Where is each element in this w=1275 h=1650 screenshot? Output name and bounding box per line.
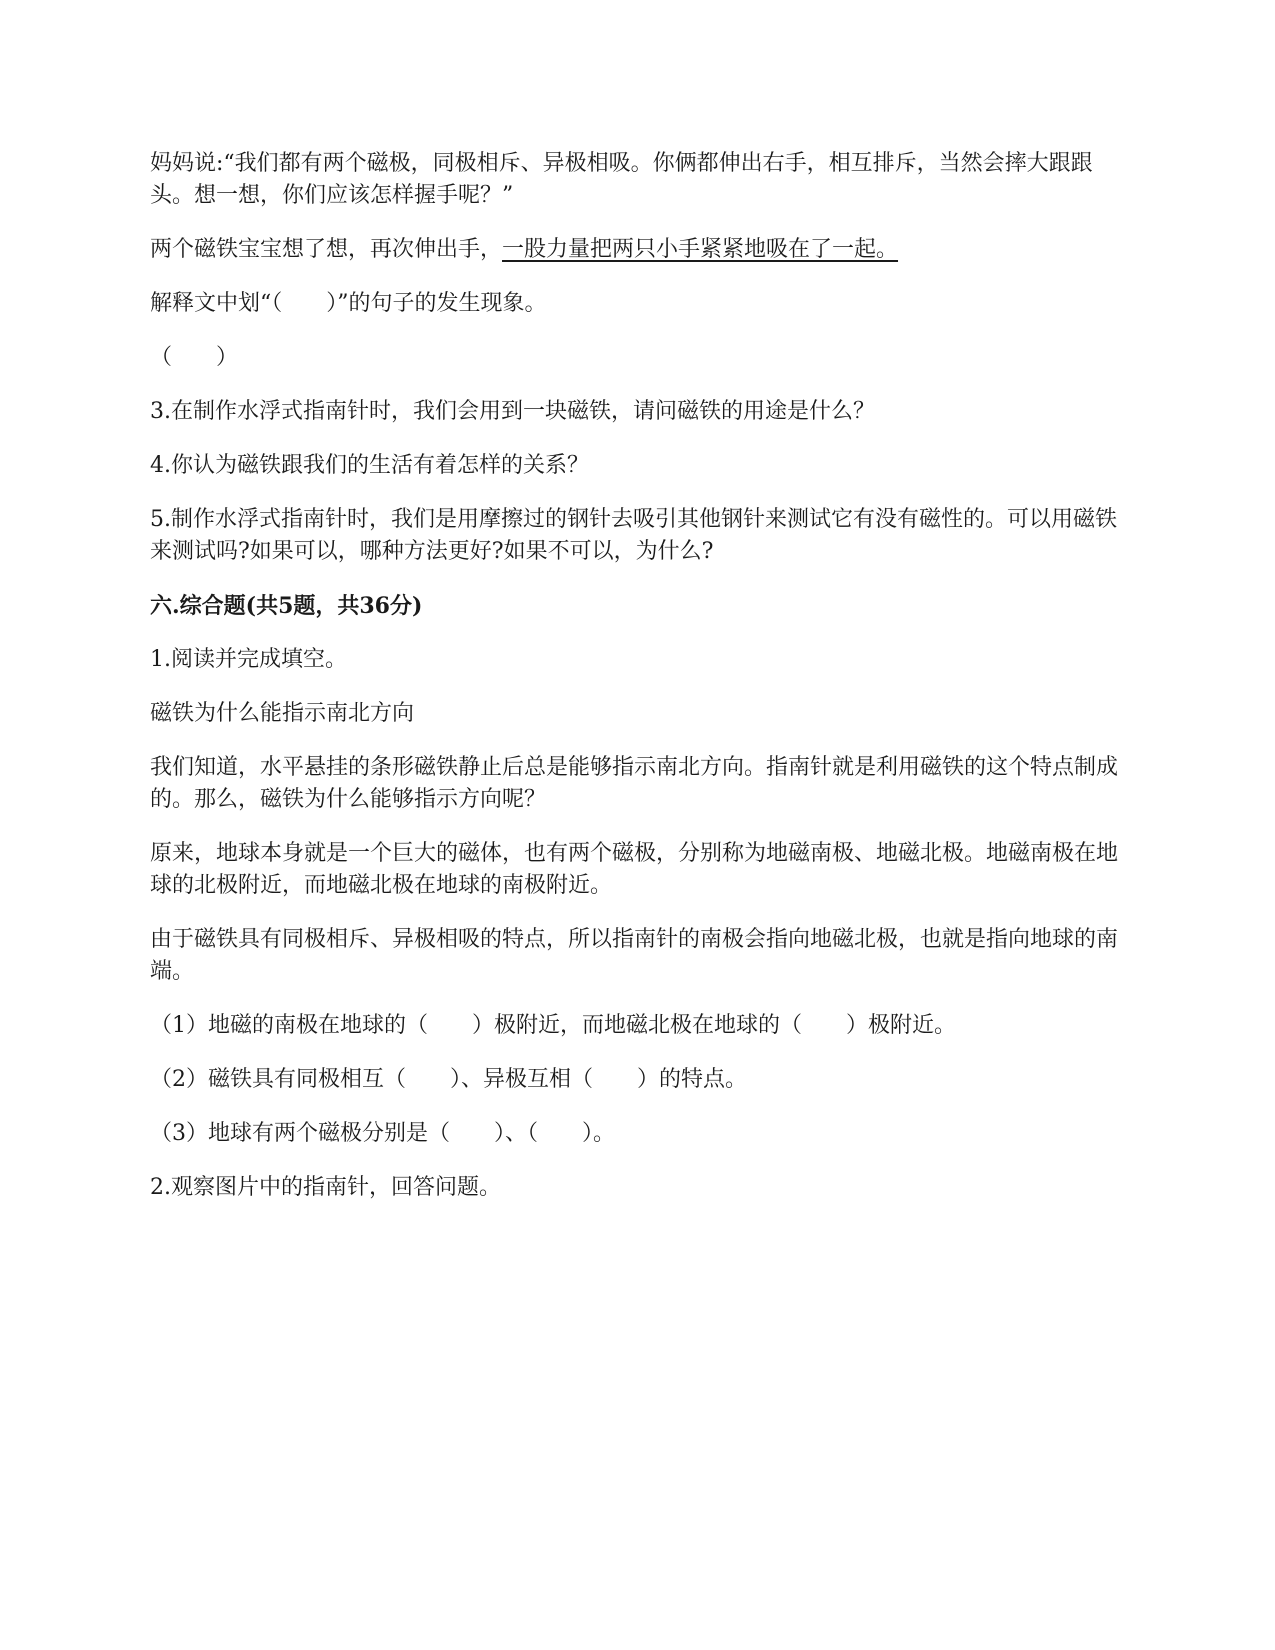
reading-title: 磁铁为什么能指示南北方向 — [150, 701, 415, 726]
question-3: 3.在制作水浮式指南针时，我们会用到一块磁铁，请问磁铁的用途是什么？ — [150, 399, 875, 424]
story-paragraph-1: 妈妈说:“我们都有两个磁极，同极相斥、异极相吸。你俩都伸出右手，相互排斥，当然会摔大跟跟头。想一想，你们应该怎样握手呢？” — [150, 151, 1093, 208]
question-5: 5.制作水浮式指南针时，我们是用摩擦过的钢针去吸引其他钢针来测试它有没有磁性的。可以用磁铁来测试吗?如果可以，哪种方法更好?如果不可以，为什么? — [150, 507, 1117, 564]
story-paragraph-2-prefix: 两个磁铁宝宝想了想，再次伸出手， — [150, 237, 503, 262]
section-heading: 六.综合题(共5题，共36分) — [150, 593, 423, 619]
fill-blank-2: （2）磁铁具有同极相互（ ）、异极互相（ ）的特点。 — [150, 1067, 747, 1092]
reading-paragraph-3: 由于磁铁具有同极相斥、异极相吸的特点，所以指南针的南极会指向地磁北极，也就是指向地球的南端。 — [150, 927, 1119, 984]
document-page — [150, 148, 1125, 1226]
fill-blank-3: （3）地球有两个磁极分别是（ ）、（ ）。 — [150, 1121, 615, 1146]
reading-paragraph-1: 我们知道，水平悬挂的条形磁铁静止后总是能够指示南北方向。指南针就是利用磁铁的这个特点制成的。那么，磁铁为什么能够指示方向呢？ — [150, 755, 1119, 812]
story-paragraph-2 — [150, 234, 1125, 266]
reading-paragraph-2: 原来，地球本身就是一个巨大的磁体，也有两个磁极，分别称为地磁南极、地磁北极。地磁南极在地球的北极附近，而地磁北极在地球的南极附近。 — [150, 841, 1119, 898]
section-question-1: 1.阅读并完成填空。 — [150, 647, 347, 672]
section-question-2: 2.观察图片中的指南针，回答问题。 — [150, 1175, 501, 1200]
answer-blank: （ ） — [150, 345, 239, 370]
underlined-sentence: 一股力量把两只小手紧紧地吸在了一起。 — [502, 237, 899, 262]
question-prompt: 解释文中划“（ ）”的句子的发生现象。 — [150, 291, 547, 316]
fill-blank-1: （1）地磁的南极在地球的（ ）极附近，而地磁北极在地球的（ ）极附近。 — [150, 1013, 956, 1038]
question-4: 4.你认为磁铁跟我们的生活有着怎样的关系？ — [150, 453, 589, 478]
